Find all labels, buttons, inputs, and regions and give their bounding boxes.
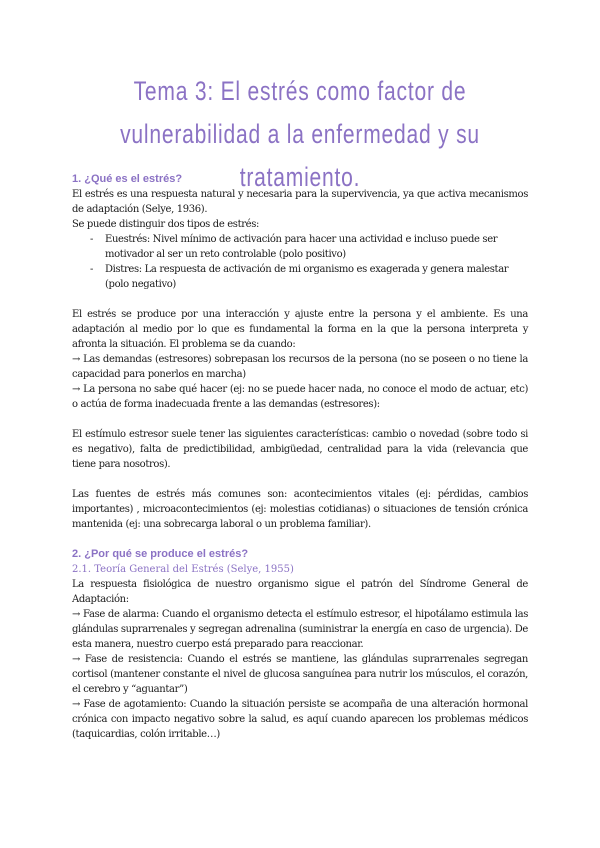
paragraph: El estrés es una respuesta natural y necesaria para la supervivencia, ya que activa mecanismos de adaptación (Selye, 1936). xyxy=(72,189,528,215)
list-item: - Euestrés: Nivel mínimo de activación para hacer una actividad e incluso puede ser motivador al ser un reto controlable (polo positivo) xyxy=(90,234,498,260)
section-1-heading: 1. ¿Qué es el estrés? xyxy=(72,173,183,185)
arrow-item: → Fase de agotamiento: Cuando la situación persiste se acompaña de una alteración hormonal crónica con impacto negativo sobre la salud, es aquí cuando aparecen los problemas médicos (taquicardias, colón irritable…) xyxy=(72,699,528,740)
list-item: - Distres: La respuesta de activación de mi organismo es exagerada y genera malestar (polo negativo) xyxy=(90,264,509,290)
document-body xyxy=(72,172,528,742)
document-title: Tema 3: El estrés como factor de vulnerabilidad a la enfermedad y su tratamiento. xyxy=(120,76,480,192)
arrow-item: → Fase de resistencia: Cuando el estrés se mantiene, las glándulas suprarrenales segregan cortisol (mantener constante el nivel de glucosa sanguínea para nutrir los músculos, el corazón, el cerebro y “aguantar”) xyxy=(72,654,528,695)
paragraph: Se puede distinguir dos tipos de estrés: xyxy=(72,219,260,230)
paragraph: Las fuentes de estrés más comunes son: acontecimientos vitales (ej: pérdidas, cambios importantes) , microacontecimientos (ej: molestias cotidianas) o situaciones de tensión crónica mantenida (ej: una sobrecarga laboral o un problema familiar). xyxy=(72,489,528,530)
arrow-item: → Fase de alarma: Cuando el organismo detecta el estímulo estresor, el hipotálamo estimula las glándulas suprarrenales y segregan adrenalina (suministrar la energía en caso de urgencia). De esta manera, nuestro cuerpo está preparado para reaccionar. xyxy=(72,609,528,650)
paragraph: El estrés se produce por una interacción y ajuste entre la persona y el ambiente. Es una adaptación al medio por lo que es fundamental la forma en la que la persona interpreta y afronta la situación. El problema se da cuando: xyxy=(72,309,528,350)
subsection-heading: 2.1. Teoría General del Estrés (Selye, 1955) xyxy=(72,564,294,575)
paragraph: La respuesta fisiológica de nuestro organismo sigue el patrón del Síndrome General de Adaptación: xyxy=(72,579,528,605)
section-2-heading: 2. ¿Por qué se produce el estrés? xyxy=(72,548,249,560)
arrow-item: → Las demandas (estresores) sobrepasan los recursos de la persona (no se poseen o no tiene la capacidad para ponerlos en marcha) xyxy=(72,354,528,380)
paragraph: El estímulo estresor suele tener las siguientes características: cambio o novedad (sobre todo si es negativo), falta de predictibilidad, ambigüedad, centralidad para la vida (relevancia que tiene para nosotros). xyxy=(72,429,528,470)
arrow-item: → La persona no sabe qué hacer (ej: no se puede hacer nada, no conoce el modo de actuar, etc) o actúa de forma inadecuada frente a las demandas (estresores): xyxy=(72,384,528,410)
